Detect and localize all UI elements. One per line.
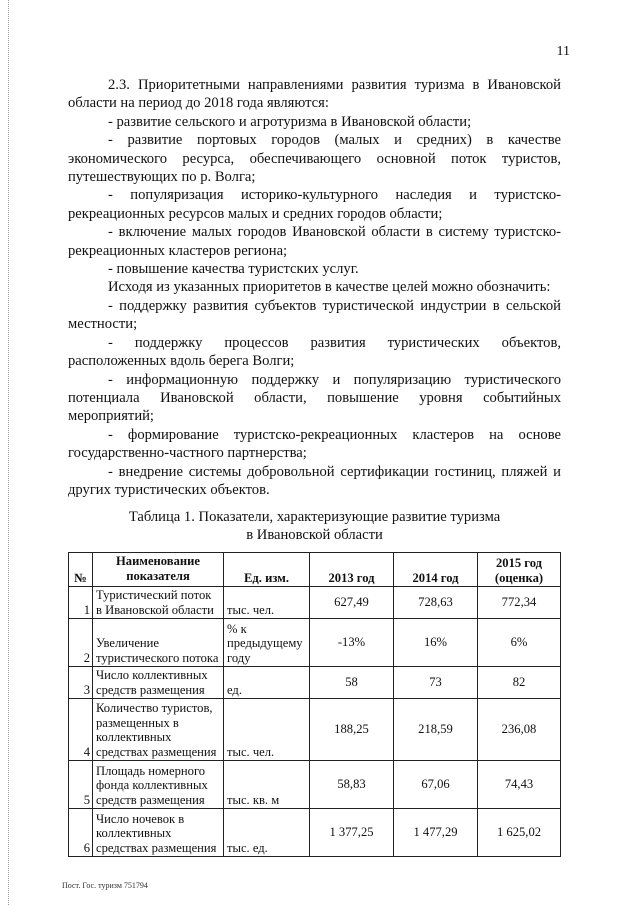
row-value-2014: 1 477,29	[394, 809, 478, 857]
goal-item: - формирование туристско-рекреационных кластеров на основе государственно-частного партнерства;	[68, 426, 561, 462]
header-name: Наименование показателя	[93, 553, 224, 587]
row-value-2015: 6%	[478, 619, 561, 667]
table-caption	[68, 508, 561, 545]
row-indicator-name: Туристический поток в Ивановской области	[93, 587, 224, 619]
row-value-2013: -13%	[310, 619, 394, 667]
row-value-2014: 728,63	[394, 587, 478, 619]
header-2013: 2013 год	[310, 553, 394, 587]
row-unit: тыс. кв. м	[224, 761, 310, 809]
row-indicator-name: Количество туристов, размещенных в коллективных средствах размещения	[93, 699, 224, 761]
row-indicator-name: Увеличение туристического потока	[93, 619, 224, 667]
row-indicator-name: Число ночевок в коллективных средствах размещения	[93, 809, 224, 857]
row-value-2015: 1 625,02	[478, 809, 561, 857]
table-caption-line: в Ивановской области	[246, 527, 383, 544]
table-row	[69, 761, 561, 809]
row-value-2014: 218,59	[394, 699, 478, 761]
indicators-table	[68, 552, 561, 857]
table-row	[69, 587, 561, 619]
row-value-2015: 772,34	[478, 587, 561, 619]
row-value-2014: 16%	[394, 619, 478, 667]
row-number: 6	[69, 809, 93, 857]
row-value-2015: 74,43	[478, 761, 561, 809]
row-value-2015: 236,08	[478, 699, 561, 761]
header-2015: 2015 год (оценка)	[478, 553, 561, 587]
row-value-2015: 82	[478, 667, 561, 699]
row-number: 4	[69, 699, 93, 761]
header-2014: 2014 год	[394, 553, 478, 587]
priority-item: - развитие сельского и агротуризма в Ивановской области;	[108, 113, 472, 130]
row-number: 1	[69, 587, 93, 619]
table-caption-line: Таблица 1. Показатели, характеризующие развитие туризма	[128, 509, 501, 525]
row-value-2014: 73	[394, 667, 478, 699]
header-unit: Ед. изм.	[224, 553, 310, 587]
header-no: №	[69, 553, 93, 587]
table-row	[69, 619, 561, 667]
footer-note: Пост. Гос. туризм 751794	[62, 881, 148, 890]
row-value-2013: 58,83	[310, 761, 394, 809]
row-unit: тыс. ед.	[224, 809, 310, 857]
priority-item: - повышение качества туристских услуг.	[108, 261, 359, 278]
row-value-2013: 627,49	[310, 587, 394, 619]
goal-item: - поддержку процессов развития туристических объектов, расположенных вдоль берега Волги;	[68, 334, 561, 370]
table-row	[69, 667, 561, 699]
body-text	[68, 76, 561, 499]
row-value-2013: 1 377,25	[310, 809, 394, 857]
row-number: 3	[69, 667, 93, 699]
priority-item: - развитие портовых городов (малых и средних) в качестве экономического ресурса, обеспечивающего основной поток туристов, путешествующих по р. Волга;	[68, 132, 561, 186]
binding-margin-line	[8, 0, 10, 905]
goal-item: - внедрение системы добровольной сертификации гостиниц, пляжей и других туристических объектов.	[68, 463, 561, 498]
table-row	[69, 699, 561, 761]
section-heading: 2.3. Приоритетными направлениями развития туризма в Ивановской области на период до 2018 года являются:	[68, 77, 561, 112]
row-number: 2	[69, 619, 93, 667]
table-header-row	[69, 553, 561, 587]
row-unit: ед.	[224, 667, 310, 699]
goals-intro: Исходя из указанных приоритетов в качестве целей можно обозначить:	[108, 279, 551, 296]
priority-item: - включение малых городов Ивановской области в систему туристско-рекреационных кластеров региона;	[68, 224, 561, 259]
row-unit: тыс. чел.	[224, 587, 310, 619]
row-value-2013: 58	[310, 667, 394, 699]
goal-item: - информационную поддержку и популяризацию туристического потенциала Ивановской области, повышение уровня событийных мероприятий;	[68, 371, 561, 425]
row-value-2014: 67,06	[394, 761, 478, 809]
goal-item: - поддержку развития субъектов туристической индустрии в сельской местности;	[68, 297, 561, 333]
page-number: 11	[556, 44, 570, 59]
priority-item: - популяризация историко-культурного наследия и туристско-рекреационных ресурсов малых и средних городов области;	[68, 187, 561, 222]
table-row	[69, 809, 561, 857]
row-indicator-name: Число коллективных средств размещения	[93, 667, 224, 699]
row-unit: % к предыдущему году	[224, 619, 310, 667]
row-value-2013: 188,25	[310, 699, 394, 761]
row-number: 5	[69, 761, 93, 809]
row-indicator-name: Площадь номерного фонда коллективных средств размещения	[93, 761, 224, 809]
row-unit: тыс. чел.	[224, 699, 310, 761]
